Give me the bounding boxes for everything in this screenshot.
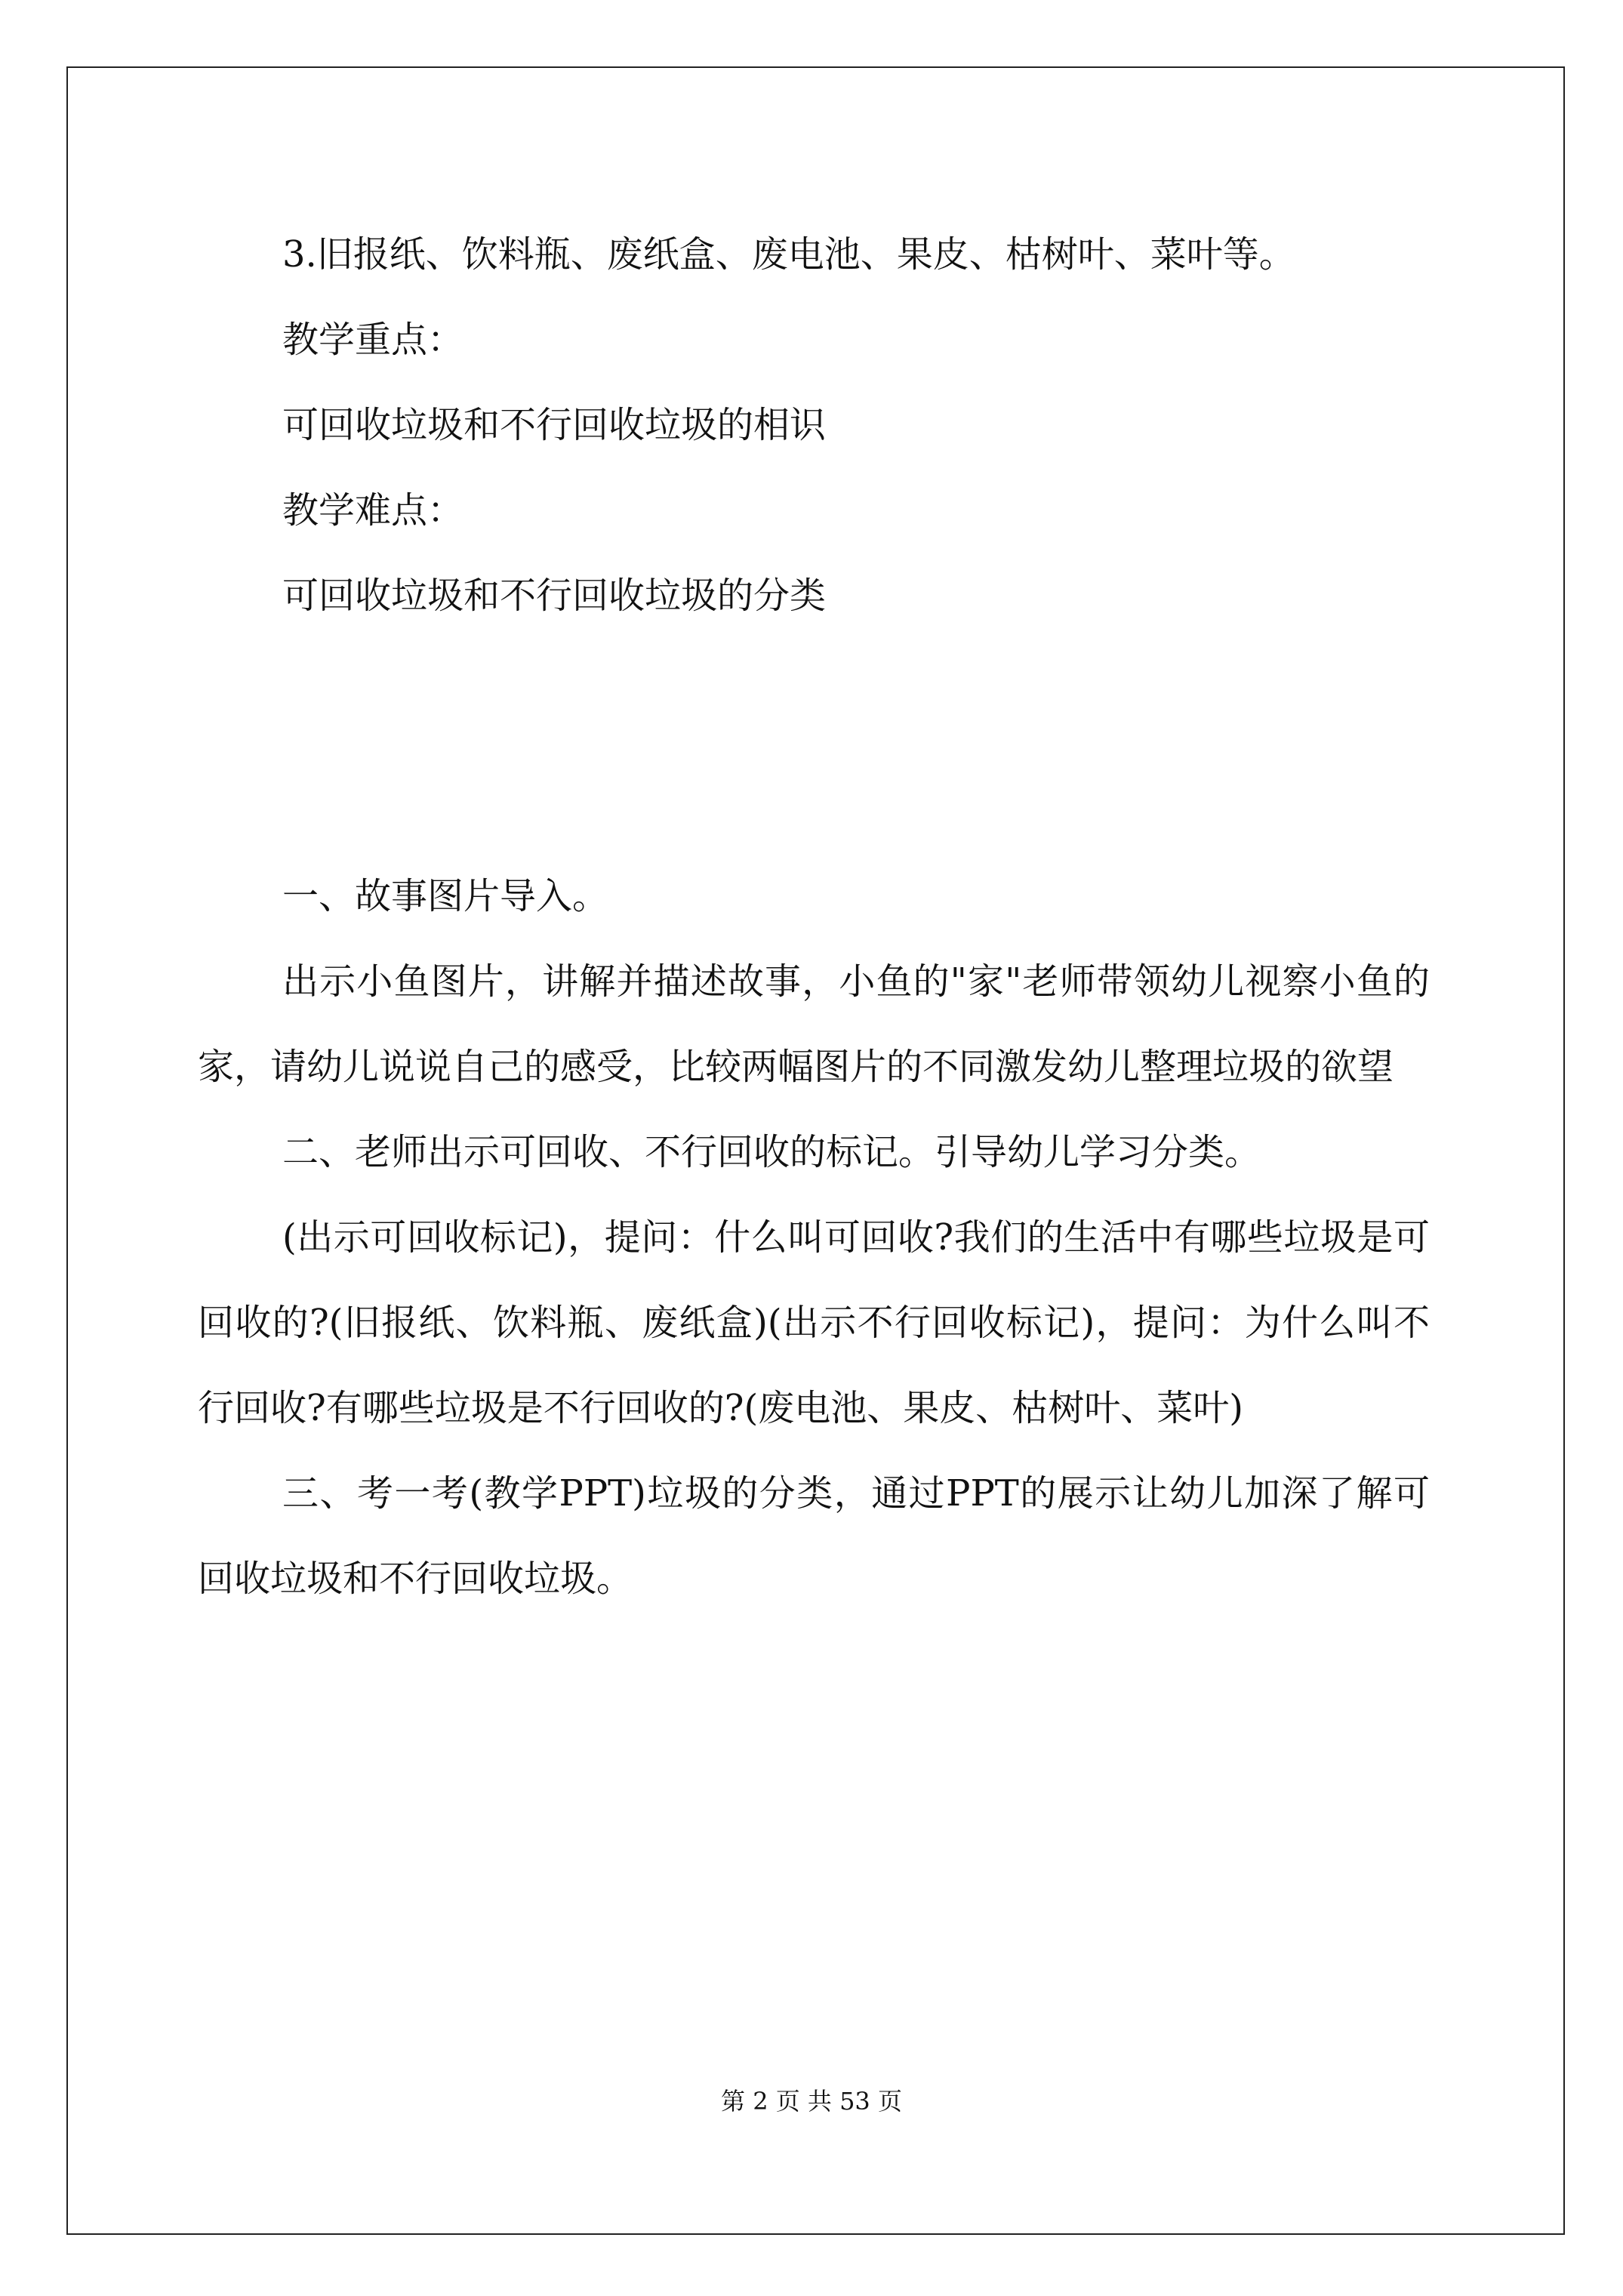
page-number-footer: 第 2 页 共 53 页 — [721, 2087, 902, 2116]
section-2-heading: 二、老师出示可回收、不行回收的标记。引导幼儿学习分类。 — [282, 1131, 1261, 1173]
section-3-text: 三、考一考(教学PPT)垃圾的分类，通过PPT的展示让幼儿加深了解可回收垃圾和不行回收垃圾。 — [198, 1472, 1430, 1600]
teaching-difficulty-heading: 教学难点： — [282, 489, 464, 532]
teaching-focus-text: 可回收垃圾和不行回收垃圾的相识 — [282, 404, 827, 446]
section-2-text: (出示可回收标记)，提问：什么叫可回收?我们的生活中有哪些垃圾是可回收的?(旧报纸、饮料瓶、废纸盒)(出示不行回收标记)，提问：为什么叫不行回收?有哪些垃圾是不行回收的?(废电池、果皮、枯树叶、菜叶) — [198, 1216, 1430, 1429]
section-1-text: 出示小鱼图片，讲解并描述故事，小鱼的"家"老师带领幼儿视察小鱼的家，请幼儿说说自己的感受，比较两幅图片的不同激发幼儿整理垃圾的欲望 — [198, 960, 1430, 1088]
teaching-difficulty-text: 可回收垃圾和不行回收垃圾的分类 — [282, 575, 827, 617]
materials-item-3: 3.旧报纸、饮料瓶、废纸盒、废电池、果皮、枯树叶、菜叶等。 — [282, 233, 1295, 276]
document-body-top — [198, 212, 1430, 639]
document-body-main — [198, 854, 1430, 1622]
section-1-heading: 一、故事图片导入。 — [282, 875, 609, 917]
teaching-focus-heading: 教学重点： — [282, 319, 464, 361]
